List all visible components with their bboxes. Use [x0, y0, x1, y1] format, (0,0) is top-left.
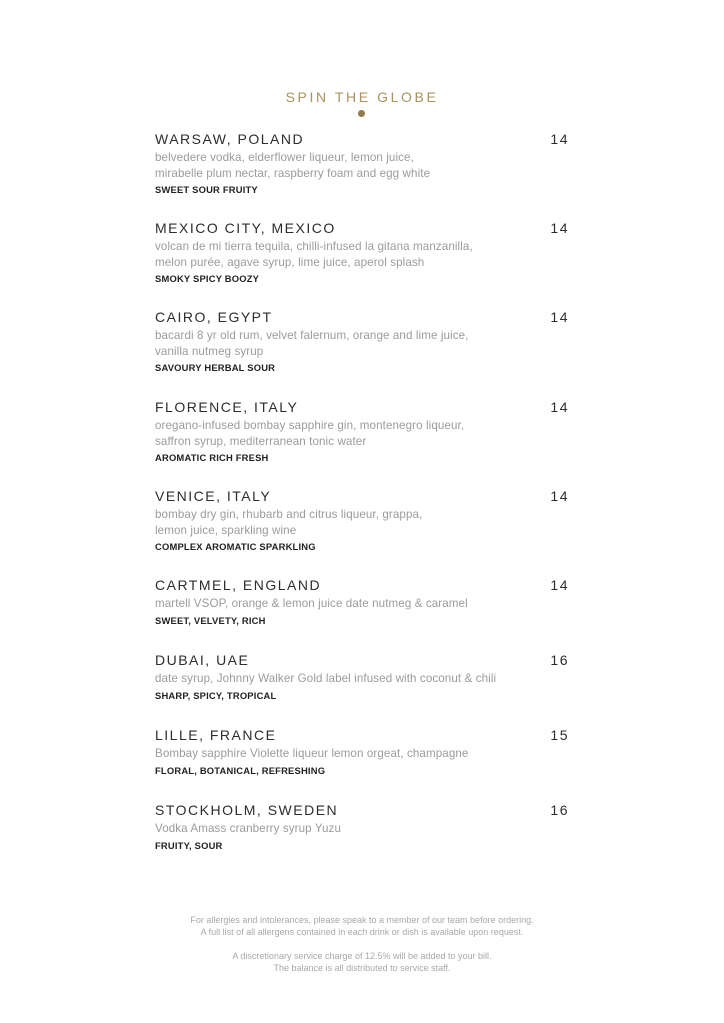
item-price: 16 [550, 652, 569, 668]
description-line: lemon juice, sparkling wine [155, 523, 297, 537]
item-description [155, 746, 569, 762]
item-price: 14 [550, 131, 569, 147]
description-line: Vodka Amass cranberry syrup Yuzu [155, 822, 342, 835]
item-name: LILLE, FRANCE [155, 727, 277, 743]
item-description [155, 328, 569, 359]
menu-item [155, 399, 569, 464]
description-line: oregano-infused bombay sapphire gin, montenegro liqueur, [155, 419, 465, 432]
description-line: vanilla nutmeg syrup [155, 344, 264, 358]
service-charge-notice [0, 950, 724, 974]
menu-item [155, 727, 569, 777]
item-tags: SHARP, SPICY, TROPICAL [155, 689, 277, 701]
description-line: volcan de mi tierra tequila, chilli-infused la gitana manzanilla, [155, 240, 473, 253]
allergen-notice-line: A full list of all allergens contained in each drink or dish is available upon request. [200, 927, 524, 937]
item-price: 14 [550, 220, 569, 236]
item-name: FLORENCE, ITALY [155, 399, 299, 415]
menu-item [155, 309, 569, 374]
description-line: belvedere vodka, elderflower liqueur, lemon juice, [155, 151, 414, 164]
item-price: 15 [550, 727, 569, 743]
menu-item [155, 220, 569, 285]
item-price: 16 [550, 802, 569, 818]
item-name: MEXICO CITY, MEXICO [155, 220, 336, 236]
description-line: saffron syrup, mediterranean tonic water [155, 434, 367, 448]
description-line: bacardi 8 yr old rum, velvet falernum, orange and lime juice, [155, 329, 469, 342]
item-name: WARSAW, POLAND [155, 131, 305, 147]
description-line: Bombay sapphire Violette liqueur lemon orgeat, champagne [155, 747, 469, 760]
item-name: STOCKHOLM, SWEDEN [155, 802, 339, 818]
item-description [155, 671, 569, 687]
item-description [155, 821, 569, 837]
title-dot-ornament [358, 110, 365, 117]
item-name: DUBAI, UAE [155, 652, 250, 668]
page-title: SPIN THE GLOBE [285, 89, 439, 105]
item-tags: FLORAL, BOTANICAL, REFRESHING [155, 764, 326, 776]
allergen-notice-line: For allergies and intolerances, please speak to a member of our team before ordering. [190, 915, 534, 925]
item-tags: SWEET SOUR FRUITY [155, 184, 258, 195]
service-charge-line: The balance is all distributed to service staff. [273, 963, 451, 973]
item-description [155, 507, 569, 538]
item-name: CARTMEL, ENGLAND [155, 577, 322, 593]
item-price: 14 [550, 309, 569, 325]
service-charge-line: A discretionary service charge of 12.5% will be added to your bill. [232, 951, 492, 961]
menu-item [155, 488, 569, 553]
menu-item [155, 577, 569, 627]
item-tags: SAVOURY HERBAL SOUR [155, 362, 276, 373]
item-name: VENICE, ITALY [155, 488, 272, 504]
item-price: 14 [550, 577, 569, 593]
item-description [155, 418, 569, 449]
menu-item [155, 131, 569, 196]
item-price: 14 [550, 399, 569, 415]
item-tags: AROMATIC RICH FRESH [155, 452, 269, 463]
item-description [155, 239, 569, 270]
menu-item [155, 802, 569, 852]
menu-item [155, 652, 569, 702]
description-line: date syrup, Johnny Walker Gold label infused with coconut & chili [155, 672, 497, 685]
description-line: melon purée, agave syrup, lime juice, aperol splash [155, 255, 425, 269]
item-price: 14 [550, 488, 569, 504]
item-tags: COMPLEX AROMATIC SPARKLING [155, 541, 316, 552]
item-name: CAIRO, EGYPT [155, 309, 273, 325]
item-tags: SWEET, VELVETY, RICH [155, 614, 266, 626]
item-description [155, 596, 569, 612]
item-description [155, 150, 569, 181]
item-tags: SMOKY SPICY BOOZY [155, 273, 260, 284]
item-tags: FRUITY, SOUR [155, 839, 223, 851]
description-line: martell VSOP, orange & lemon juice date nutmeg & caramel [155, 597, 468, 610]
description-line: bombay dry gin, rhubarb and citrus liqueur, grappa, [155, 508, 423, 521]
description-line: mirabelle plum nectar, raspberry foam and egg white [155, 166, 431, 180]
allergen-notice [0, 914, 724, 938]
